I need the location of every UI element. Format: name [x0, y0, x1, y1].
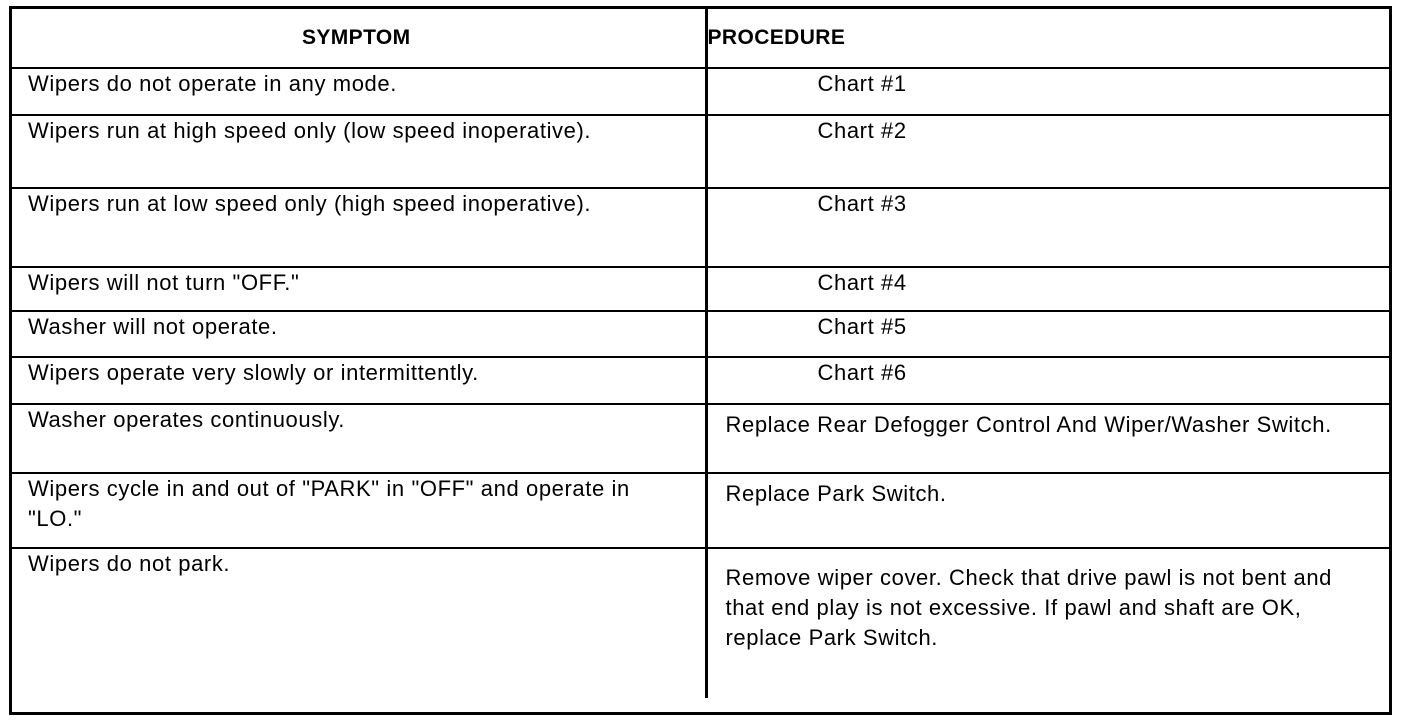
procedure-cell: Chart #3: [706, 188, 1389, 267]
procedure-cell: Chart #2: [706, 115, 1389, 188]
table-row: [12, 357, 1389, 404]
procedure-cell: Chart #5: [706, 311, 1389, 357]
table-header-row: [12, 9, 1389, 68]
table-row: [12, 404, 1389, 473]
table-row: [12, 548, 1389, 698]
symptom-cell: Washer will not operate.: [12, 311, 706, 357]
procedure-cell: Remove wiper cover. Check that drive pawl is not bent and that end play is not excessive. If pawl and shaft are OK, replace Park Switch.: [725, 565, 1332, 650]
symptom-procedure-table-frame: [9, 6, 1392, 715]
procedure-column-header: PROCEDURE: [706, 9, 1389, 68]
procedure-cell: Chart #4: [706, 267, 1389, 311]
symptom-cell: Wipers cycle in and out of "PARK" in "OFF" and operate in "LO.": [12, 473, 706, 548]
table-row: [12, 267, 1389, 311]
table-row: [12, 68, 1389, 115]
symptom-cell: Washer operates continuously.: [12, 404, 706, 473]
symptom-cell: Wipers do not park.: [12, 548, 706, 698]
procedure-cell: Replace Park Switch.: [706, 473, 1389, 548]
symptom-column-header: SYMPTOM: [12, 9, 706, 68]
procedure-cell: Replace Rear Defogger Control And Wiper/Washer Switch.: [706, 404, 1389, 473]
table-row: [12, 311, 1389, 357]
symptom-procedure-table: [12, 9, 1389, 698]
table-row: [12, 115, 1389, 188]
symptom-cell: Wipers run at low speed only (high speed inoperative).: [12, 188, 706, 267]
procedure-cell: Chart #1: [706, 68, 1389, 115]
table-row: [12, 473, 1389, 548]
symptom-cell: Wipers will not turn "OFF.": [12, 267, 706, 311]
symptom-cell: Wipers do not operate in any mode.: [12, 68, 706, 115]
symptom-cell: Wipers run at high speed only (low speed inoperative).: [12, 115, 706, 188]
symptom-cell: Wipers operate very slowly or intermittently.: [12, 357, 706, 404]
procedure-cell: Chart #6: [706, 357, 1389, 404]
table-row: [12, 188, 1389, 267]
